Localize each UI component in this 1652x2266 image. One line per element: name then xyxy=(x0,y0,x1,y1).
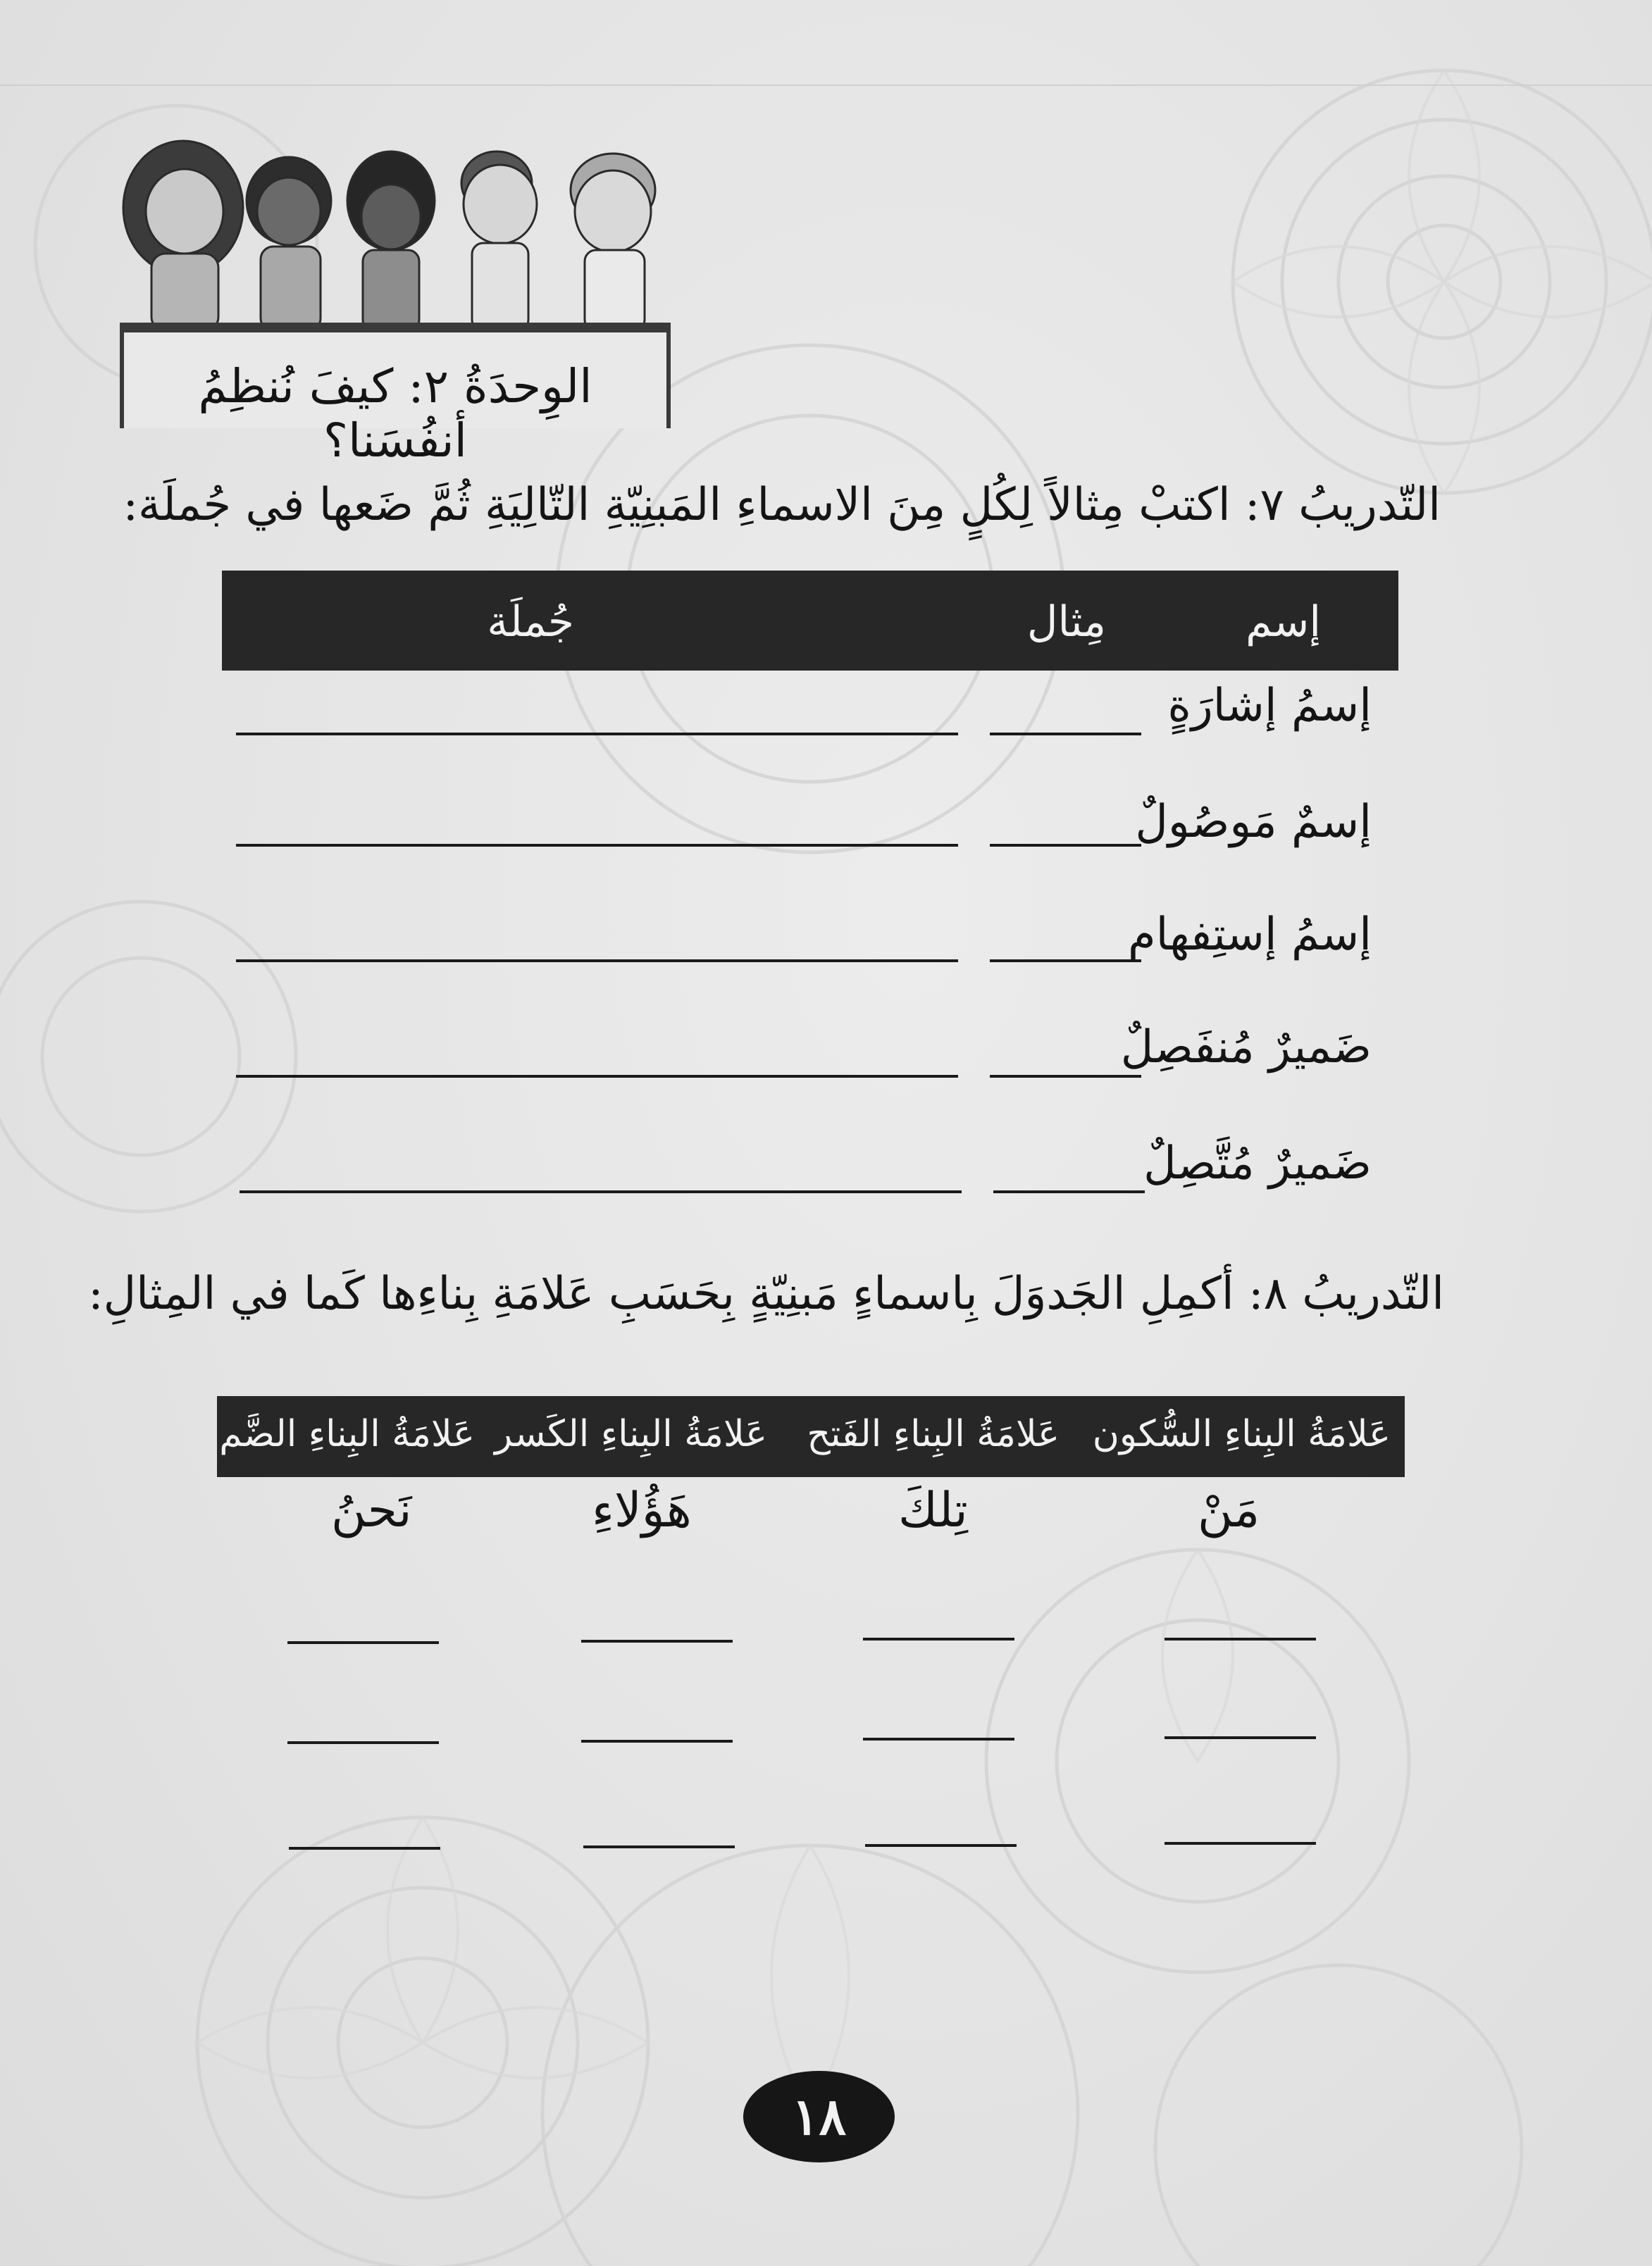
exercise7-table-header xyxy=(222,571,1398,671)
page-number: ١٨ xyxy=(791,2086,847,2146)
answer-line-damm[interactable] xyxy=(287,1741,439,1744)
answer-line-sukun[interactable] xyxy=(1165,1736,1316,1739)
answer-line-fath[interactable] xyxy=(863,1638,1014,1641)
exercise7-title: التّدريبُ ٧: اكتبْ مِثالاً لِكُلٍ مِنَ الاسماءِ المَبنِيّةِ التّالِيَةِ ثُمَّ ضَعها في جُملَة: xyxy=(123,479,1441,531)
children-illustration xyxy=(120,134,669,338)
answer-line-kasr[interactable] xyxy=(581,1640,733,1643)
row-label-ism-mawsul: إسمٌ مَوصُولٌ xyxy=(1135,796,1372,848)
header-damm: عَلامَةُ البِناءِ الضَّم xyxy=(219,1413,475,1455)
answer-line-sentence[interactable] xyxy=(240,1190,962,1193)
row-label-ism-ishara: إسمُ إشارَةٍ xyxy=(1167,680,1372,732)
answer-line-damm[interactable] xyxy=(287,1641,439,1644)
answer-line-example[interactable] xyxy=(990,1075,1141,1078)
example-sukun: مَنْ xyxy=(1198,1483,1260,1538)
example-fath: تِلكَ xyxy=(898,1483,968,1538)
row-label-ism-istifham: إسمُ إستِفهام xyxy=(1127,909,1372,961)
answer-line-sentence[interactable] xyxy=(236,733,958,735)
answer-line-sukun[interactable] xyxy=(1165,1638,1316,1641)
answer-line-example[interactable] xyxy=(990,959,1141,962)
answer-line-kasr[interactable] xyxy=(583,1845,735,1848)
unit-banner xyxy=(120,323,671,468)
answer-line-example[interactable] xyxy=(990,733,1141,735)
header-mithal: مِثال xyxy=(1026,597,1106,647)
answer-line-fath[interactable] xyxy=(863,1738,1014,1741)
exercise8-table-header xyxy=(217,1396,1405,1477)
answer-line-sentence[interactable] xyxy=(236,844,958,847)
answer-line-fath[interactable] xyxy=(865,1844,1017,1847)
answer-line-example[interactable] xyxy=(993,1190,1145,1193)
example-damm: نَحنُ xyxy=(331,1483,412,1538)
header-sukun: عَلامَةُ البِناءِ السُّكون xyxy=(1092,1413,1391,1455)
example-kasr: هَؤُلاءِ xyxy=(592,1483,692,1538)
answer-line-sentence[interactable] xyxy=(236,1075,958,1078)
answer-line-example[interactable] xyxy=(990,844,1141,847)
row-label-damir-munfasil: ضَميرٌ مُنفَصِلٌ xyxy=(1120,1021,1372,1073)
exercise8-title: التّدريبُ ٨: أكمِلِ الجَدوَلَ بِاسماءٍ مَبنِيّةٍ بِحَسَبِ عَلامَةِ بِناءِها كَما في المِثالِ: xyxy=(88,1268,1444,1320)
answer-line-damm[interactable] xyxy=(289,1847,440,1850)
unit-title: الوِحدَةُ ٢: كيفَ نُنظِمُ أنفُسَنا؟ xyxy=(198,359,592,468)
row-label-damir-muttasil: ضَميرٌ مُتَّصِلٌ xyxy=(1143,1138,1372,1190)
header-jumla: جُملَة xyxy=(487,597,574,647)
page-number-badge xyxy=(743,2071,895,2162)
header-fath: عَلامَةُ البِناءِ الفَتح xyxy=(807,1413,1060,1455)
answer-line-sukun[interactable] xyxy=(1165,1842,1316,1845)
header-ism: إسم xyxy=(1246,597,1321,647)
answer-line-kasr[interactable] xyxy=(581,1740,733,1743)
answer-line-sentence[interactable] xyxy=(236,959,958,962)
header-kasr: عَلامَةُ البِناءِ الكَسر xyxy=(495,1413,767,1455)
